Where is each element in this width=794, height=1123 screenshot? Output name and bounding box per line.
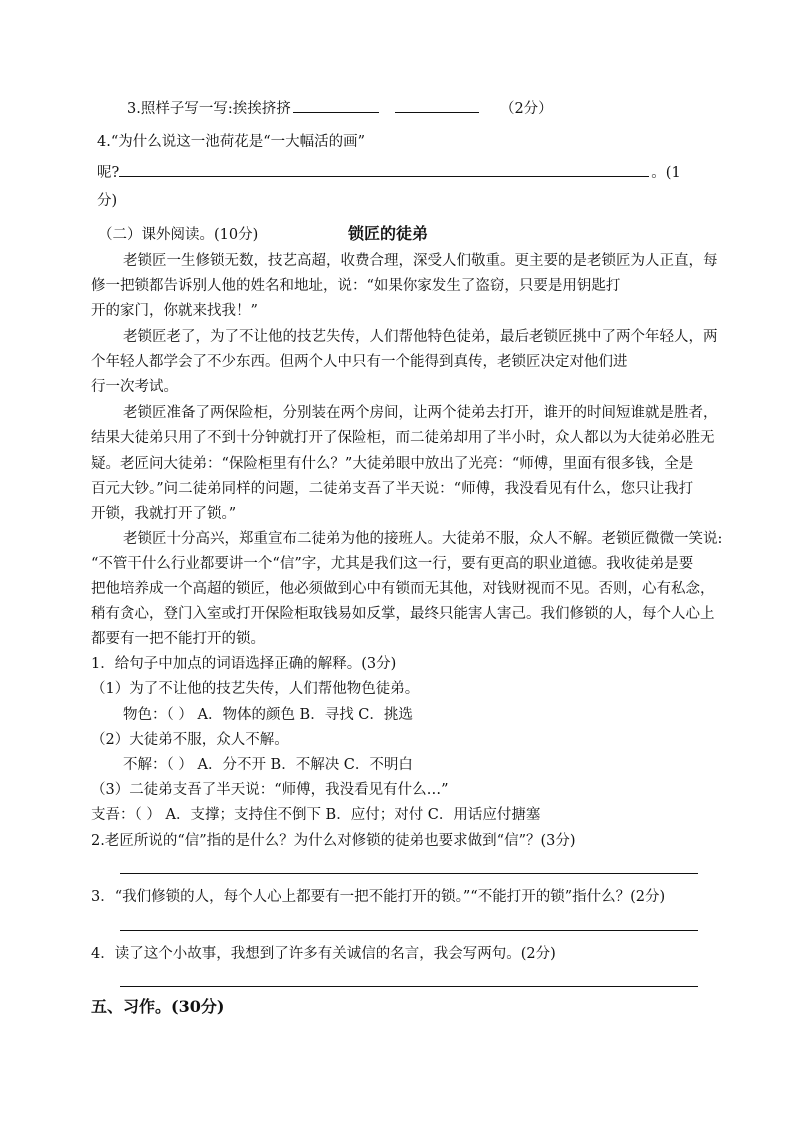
question-3b-prompt: 3．“我们修锁的人，每个人心上都要有一把不能打开的锁。”“不能打开的锁”指什么？(2分): [91, 889, 666, 905]
question-3-prompt: 3.照样子写一写:挨挨挤挤 （2分）: [127, 98, 553, 118]
section-2-label: （二）课外阅读。(10分): [98, 227, 259, 243]
question-4-line3: 分): [97, 193, 118, 209]
passage-p2-l2: 个年轻人都学会了不少东西。但两个人中只有一个能得到真传，老锁匠决定对他们进: [91, 354, 628, 370]
answer-blank-2[interactable]: [395, 98, 479, 113]
passage-p4-l1: 老锁匠十分高兴，郑重宣布二徒弟为他的接班人。大徒弟不服，众人不解。老锁匠微微一笑说:: [123, 531, 723, 547]
question-1-3: （3）二徒弟支吾了半天说：“师傅，我没看见有什么…”: [91, 782, 449, 798]
answer-line-q4[interactable]: [120, 986, 698, 987]
passage-p3-l3: 疑。老匠问大徒弟：“保险柜里有什么？”大徒弟眼中放出了光亮：“师傅，里面有很多钱，全是: [91, 456, 694, 472]
passage-p3-l5: 开锁，我就打开了锁。”: [91, 506, 237, 522]
passage-p1-l3: 开的家门，你就来找我！”: [91, 303, 258, 319]
question-3-score: （2分）: [499, 101, 553, 117]
passage-p2-l3: 行一次考试。: [91, 379, 178, 395]
section-5-title: 五、习作。(30分): [91, 997, 225, 1016]
question-1-prompt: 1．给句子中加点的词语选择正确的解释。(3分): [91, 656, 397, 672]
passage-p4-l2: “不管干什么行业都要讲一个“信”字，尤其是我们这一行，要有更高的职业道德。我收徒弟是要: [91, 556, 694, 572]
answer-blank-3[interactable]: [119, 162, 649, 177]
passage-title: 锁匠的徒弟: [348, 224, 429, 243]
question-4-line2: 呢? 。(1: [97, 162, 681, 182]
passage-p3-l1: 老锁匠准备了两保险柜，分别装在两个房间，让两个徒弟去打开，谁开的时间短谁就是胜者，: [123, 405, 718, 421]
passage-p3-l4: 百元大钞。”问二徒弟同样的问题，二徒弟支吾了半天说：“师傅，我没看见有什么，您只让我打: [91, 481, 694, 497]
passage-p4-l5: 都要有一把不能打开的锁。: [91, 631, 265, 647]
question-1-1: （1）为了不让他的技艺失传，人们帮他物色徒弟。: [91, 681, 420, 697]
answer-blank-1[interactable]: [293, 98, 379, 113]
passage-p1-l1: 老锁匠一生修锁无数，技艺高超，收费合理，深受人们敬重。更主要的是老锁匠为人正直，每: [123, 253, 718, 269]
passage-p3-l2: 结果大徒弟只用了不到十分钟就打开了保险柜，而二徒弟却用了半小时，众人都以为大徒弟必胜无: [91, 430, 715, 446]
passage-p4-l3: 把他培养成一个高超的锁匠，他必须做到心中有锁而无其他，对钱财视而不见。否则，心有私念，: [91, 581, 715, 597]
question-1-1-options[interactable]: 物色：（ ） A．物体的颜色 B．寻找 C．挑选: [123, 707, 413, 723]
passage-p2-l1: 老锁匠老了，为了不让他的技艺失传，人们帮他特色徒弟，最后老锁匠挑中了两个年轻人，两: [123, 329, 718, 345]
passage-p4-l4: 稍有贪心，登门入室或打开保险柜取钱易如反掌，最终只能害人害己。我们修锁的人，每个人心上: [91, 606, 715, 622]
answer-line-q2[interactable]: [120, 873, 698, 874]
question-1-2: （2）大徒弟不服，众人不解。: [91, 732, 289, 748]
question-1-2-options[interactable]: 不解：（ ） A．分不开 B．不解决 C．不明白: [123, 757, 413, 773]
question-1-3-options[interactable]: 支吾：（ ） A．支撑；支持住不倒下 B．应付；对付 C．用话应付搪塞: [91, 807, 541, 823]
question-2-prompt: 2.老匠所说的“信”指的是什么？为什么对修锁的徒弟也要求做到“信”？(3分): [91, 833, 576, 849]
answer-line-q3[interactable]: [120, 930, 698, 931]
passage-p1-l2: 修一把锁都告诉别人他的姓名和地址，说：“如果你家发生了盗窃，只要是用钥匙打: [91, 278, 621, 294]
question-4b-prompt: 4．读了这个小故事，我想到了许多有关诚信的名言，我会写两句。(2分): [91, 946, 556, 962]
question-4-line1: 4.“为什么说这一池荷花是“一大幅活的画”: [97, 134, 366, 150]
